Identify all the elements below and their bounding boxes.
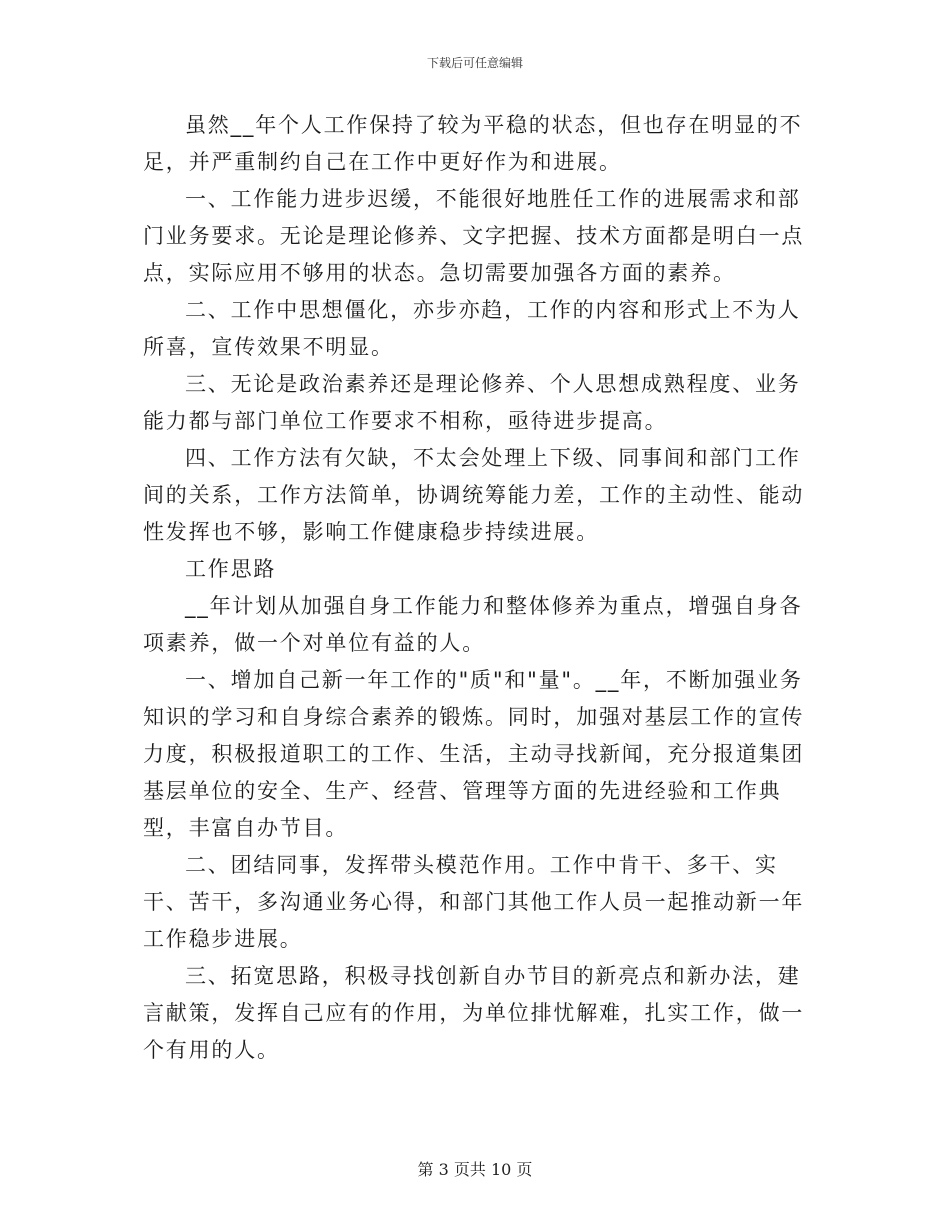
section-heading: 工作思路	[185, 557, 277, 581]
paragraph: 二、工作中思想僵化，亦步亦趋，工作的内容和形式上不为人所喜，宣传效果不明显。	[143, 298, 801, 359]
document-body	[143, 107, 813, 1069]
page-header: 下载后可任意编辑	[426, 56, 523, 70]
page-number-footer: 第 3 页共 10 页	[417, 1160, 533, 1179]
paragraph: 二、团结同事，发挥带头模范作用。工作中肯干、多干、实干、苦干，多沟通业务心得，和部门其他工作人员一起推动新一年工作稳步进展。	[143, 853, 805, 951]
paragraph: 一、工作能力进步迟缓，不能很好地胜任工作的进展需求和部门业务要求。无论是理论修养、文字把握、技术方面都是明白一点点，实际应用不够用的状态。急切需要加强各方面的素养。	[143, 187, 805, 285]
paragraph: 虽然__年个人工作保持了较为平稳的状态，但也存在明显的不足，并严重制约自己在工作中更好作为和进展。	[143, 113, 803, 174]
paragraph: 一、增加自己新一年工作的"质"和"量"。__年，不断加强业务知识的学习和自身综合素养的锻炼。同时，加强对基层工作的宣传力度，积极报道职工的工作、生活，主动寻找新闻，充分报道集团基层单位的安全、生产、经营、管理等方面的先进经验和工作典型，丰富自办节目。	[143, 668, 805, 840]
paragraph: __年计划从加强自身工作能力和整体修养为重点，增强自身各项素养，做一个对单位有益的人。	[143, 594, 803, 655]
paragraph: 三、拓宽思路，积极寻找创新自办节目的新亮点和新办法，建言献策，发挥自己应有的作用，为单位排忧解难，扎实工作，做一个有用的人。	[143, 964, 805, 1062]
paragraph: 四、工作方法有欠缺，不太会处理上下级、同事间和部门工作间的关系，工作方法简单，协调统筹能力差，工作的主动性、能动性发挥也不够，影响工作健康稳步持续进展。	[143, 446, 805, 544]
paragraph: 三、无论是政治素养还是理论修养、个人思想成熟程度、业务能力都与部门单位工作要求不相称，亟待进步提高。	[143, 372, 801, 433]
